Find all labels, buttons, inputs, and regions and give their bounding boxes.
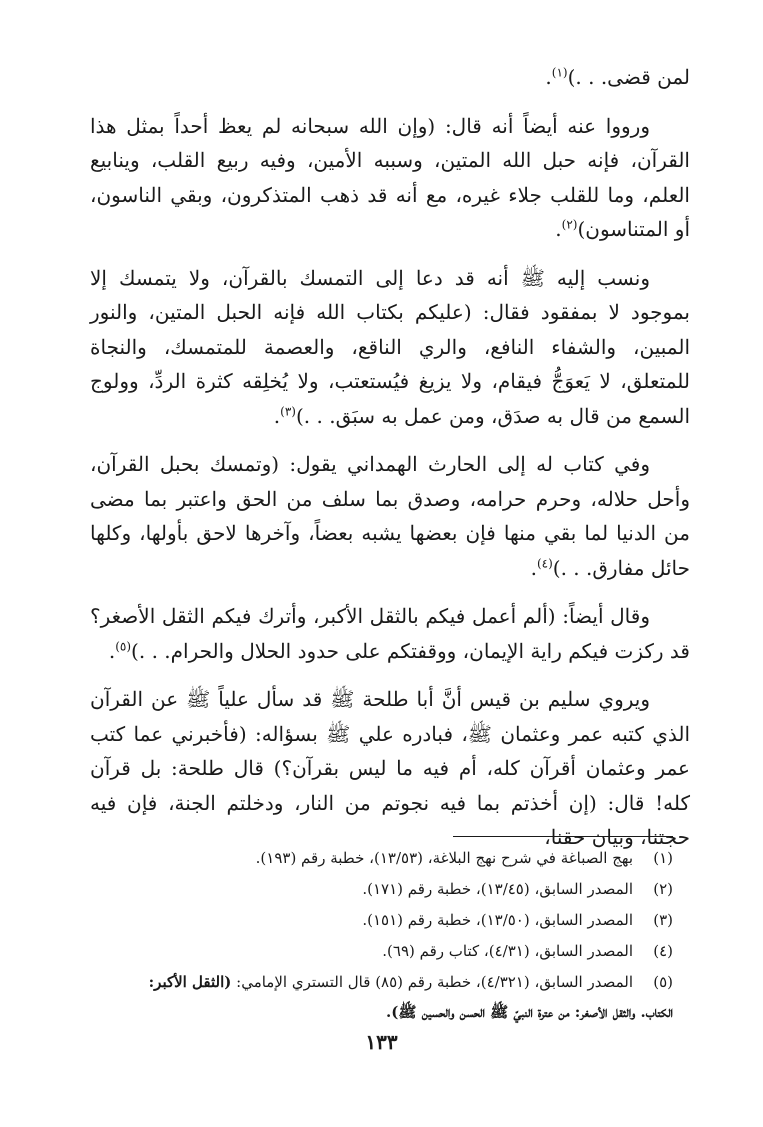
footnote-item [88,843,673,874]
paragraph-3 [90,261,690,434]
footnote-text [88,967,633,998]
footnotes [88,843,673,1026]
footnote-divider [453,836,673,837]
paragraph-text: ويروي سليم بن قيس أنَّ أبا طلحة ﷺ قد سأل علياً ﷺ عن القرآن الذي كتبه عمر وعثمان ﷺ، فبادره علي ﷺ بسؤاله: (فأخبرني عما كتب عمر وعثمان أقرآن كله، أم فيه ما ليس بقرآن؟) قال طلحة: بل قرآن كله! قال: (إن أخذتم بما فيه نجوتم من النار، ودخلتم الجنة، فإن فيه حجتنا، وبيان حقنا، [90,687,690,849]
footnote-text-bold: (الثقل الأكبر: [148,973,232,991]
paragraph-tail: . [108,638,116,663]
page-number: ١٣٣ [365,1030,398,1054]
footnote-item [88,874,673,905]
footnote-text-main: المصدر السابق، (٤/٣٢١)، خطبة رقم (٨٥) قال التستري الإمامي: [236,973,633,991]
paragraph-1 [90,60,690,95]
footnote-number: (٣) [653,911,673,929]
paragraph-tail: . [545,65,552,89]
footnote-ref[interactable]: (٥) [115,638,132,653]
footnote-text: المصدر السابق، (٤/٣١)، كتاب رقم (٦٩). [382,942,633,960]
footnote-continuation: الكتاب. والثقل الأصغر: من عترة النبيّ ﷺ الحسن والحسين ﷺ). [386,1003,673,1021]
footnote-text: المصدر السابق، (١٣/٥٠)، خطبة رقم (١٥١). [362,911,633,929]
footnote-item [88,936,673,967]
footnote-number: (١) [653,849,673,867]
paragraph-tail: . [555,217,562,241]
paragraph-2 [90,109,690,247]
footnote-ref[interactable]: (١) [551,65,568,80]
main-text [90,60,690,869]
footnote-ref[interactable]: (٣) [280,403,296,418]
footnote-number: (٥) [653,973,673,991]
footnote-item [88,967,673,998]
paragraph-text: ورووا عنه أيضاً أنه قال: (وإن الله سبحانه لم يعظ أحداً بمثل هذا القرآن، فإنه حبل الله المتين، وسببه الأمين، وفيه ربيع القلب، وينابيع العلم، وما للقلب جلاء غيره، مع أنه قد ذهب المتذكرون، وبقي الناسون، أو المتناسون) [90,113,690,241]
paragraph-tail: . [273,403,281,428]
footnote-item [88,905,673,936]
paragraph-tail: . [530,555,537,580]
footnote-text: بهج الصباغة في شرح نهج البلاغة، (١٣/٥٣)، خطبة رقم (١٩٣). [255,849,633,867]
footnote-ref[interactable]: (٢) [561,217,578,232]
paragraph-text: لمن قضى. . .) [567,65,690,89]
footnote-text: المصدر السابق، (١٣/٤٥)، خطبة رقم (١٧١). [362,880,633,898]
paragraph-5 [90,599,690,668]
paragraph-text: وفي كتاب له إلى الحارث الهمداني يقول: (وتمسك بحبل القرآن، وأحل حلاله، وحرم حرامه، وصدق بما سلف من الحق واعتبر بما مضى من الدنيا لما بقي منها فإن بعضها يشبه بعضاً، وآخرها لاحق بأولها، وكلها حائل مفارق. . .) [90,452,690,580]
paragraph-4 [90,447,690,585]
paragraph-text: ونسب إليه ﷺ أنه قد دعا إلى التمسك بالقرآن، ولا يتمسك إلا بموجود لا بمفقود فقال: (عليكم بكتاب الله فإنه الحبل المتين، والنور المبين، والشفاء النافع، والري الناقع، والعصمة للمتمسك، والنجاة للمتعلق، لا يَعوَجُّ فيقام، ولا يزيغ فيُستعتب، ولا يُخلِقه كثرة الردِّ، وولوج السمع من قال به صدَق، ومن عمل به سبَق. . .) [90,265,690,428]
footnote-number: (٢) [653,880,673,898]
paragraph-6 [90,682,690,855]
footnote-number: (٤) [653,942,673,960]
footnote-ref[interactable]: (٤) [536,555,553,570]
paragraph-text: وقال أيضاً: (ألم أعمل فيكم بالثقل الأكبر، وأترك فيكم الثقل الأصغر؟ قد ركزت فيكم راية الإيمان، ووقفتكم على حدود الحلال والحرام. . .) [90,604,690,663]
